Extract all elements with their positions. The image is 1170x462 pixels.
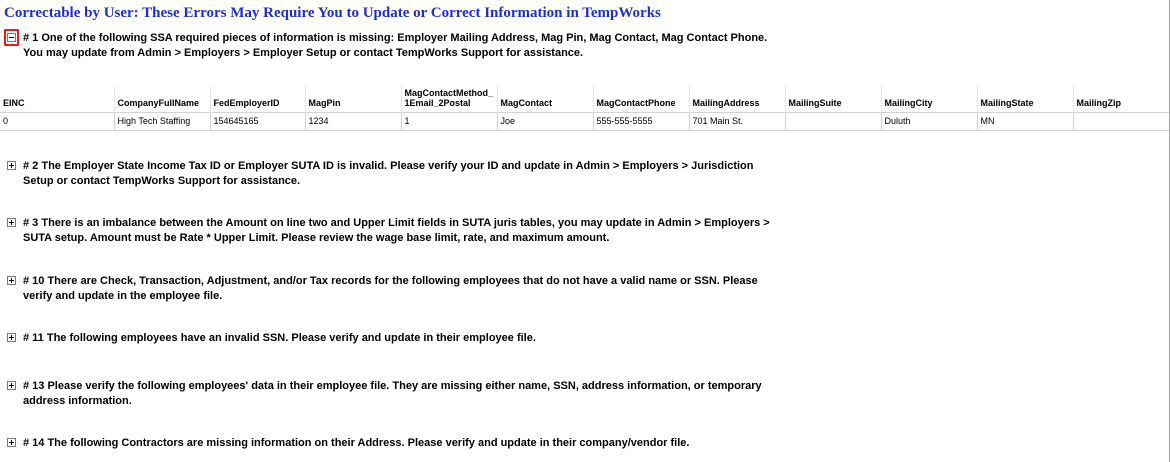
column-header-einc: EINC: [0, 86, 114, 113]
column-header-mag-contact-phone: MagContactPhone: [593, 86, 689, 113]
column-header-mag-contact-method: MagContactMethod_1Email_2Postal: [401, 86, 497, 113]
expand-toggle-plus-icon[interactable]: [7, 438, 16, 447]
cell-fed-employer-id: 154645165: [210, 113, 305, 131]
toggle-highlight-box: [4, 29, 19, 46]
column-header-company-full-name: CompanyFullName: [114, 86, 210, 113]
error-section-text: # 3 There is an imbalance between the Amount on line two and Upper Limit fields in SUTA juris tables, you may update in Admin > Employers > SUTA setup. Amount must be Rate * Upper Limit. Please review the wage base limit, rate, and maximum amount.: [23, 217, 770, 244]
cell-mailing-city: Duluth: [881, 113, 977, 131]
expand-toggle-plus-icon[interactable]: [7, 161, 16, 170]
column-header-mag-contact: MagContact: [497, 86, 593, 113]
column-header-mailing-city: MailingCity: [881, 86, 977, 113]
column-header-mailing-suite: MailingSuite: [785, 86, 881, 113]
error-section-text: # 14 The following Contractors are missing information on their Address. Please verify and update in their company/vendor file.: [23, 437, 690, 449]
column-header-mailing-address: MailingAddress: [689, 86, 785, 113]
column-header-mag-pin: MagPin: [305, 86, 401, 113]
error-section-text: # 10 There are Check, Transaction, Adjustment, and/or Tax records for the following employees that do not have a valid name or SSN. Please verify and update in the employee file.: [23, 275, 758, 302]
column-header-mailing-state: MailingState: [977, 86, 1073, 113]
cell-mailing-state: MN: [977, 113, 1073, 131]
column-header-fed-employer-id: FedEmployerID: [210, 86, 305, 113]
cell-mag-contact-phone: 555-555-5555: [593, 113, 689, 131]
cell-mailing-address: 701 Main St.: [689, 113, 785, 131]
report-title: Correctable by User: These Errors May Require You to Update or Correct Information in TempWorks: [4, 5, 661, 21]
cell-mag-contact-method: 1: [401, 113, 497, 131]
error-section-text: # 11 The following employees have an invalid SSN. Please verify and update in their employee file.: [23, 332, 536, 344]
cell-mag-contact: Joe: [497, 113, 593, 131]
expand-toggle-plus-icon[interactable]: [7, 333, 16, 342]
grid-header-row: [0, 86, 1169, 113]
expand-toggle-plus-icon[interactable]: [7, 218, 16, 227]
table-row: [0, 113, 1169, 131]
cell-einc: 0: [0, 113, 114, 131]
cell-company-full-name: High Tech Staffing: [114, 113, 210, 131]
error-section-text: # 13 Please verify the following employees' data in their employee file. They are missing either name, SSN, address information, or temporary address information.: [23, 380, 762, 407]
employer-data-grid: [0, 86, 1169, 131]
expand-toggle-plus-icon[interactable]: [7, 276, 16, 285]
cell-mailing-suite: [785, 113, 881, 131]
expand-toggle-plus-icon[interactable]: [7, 381, 16, 390]
error-section-text: # 2 The Employer State Income Tax ID or Employer SUTA ID is invalid. Please verify your ID and update in Admin > Employers > Jurisdiction Setup or contact TempWorks Support for assistance.: [23, 160, 754, 187]
cell-mailing-zip: [1073, 113, 1169, 131]
error-section-text: # 1 One of the following SSA required pieces of information is missing: Employer Mailing Address, Mag Pin, Mag Contact, Mag Contact Phone. You may update from Admin > Employers > Employer Setup or contact TempWorks Support for assistance.: [23, 32, 768, 59]
column-header-mailing-zip: MailingZip: [1073, 86, 1169, 113]
cell-mag-pin: 1234: [305, 113, 401, 131]
